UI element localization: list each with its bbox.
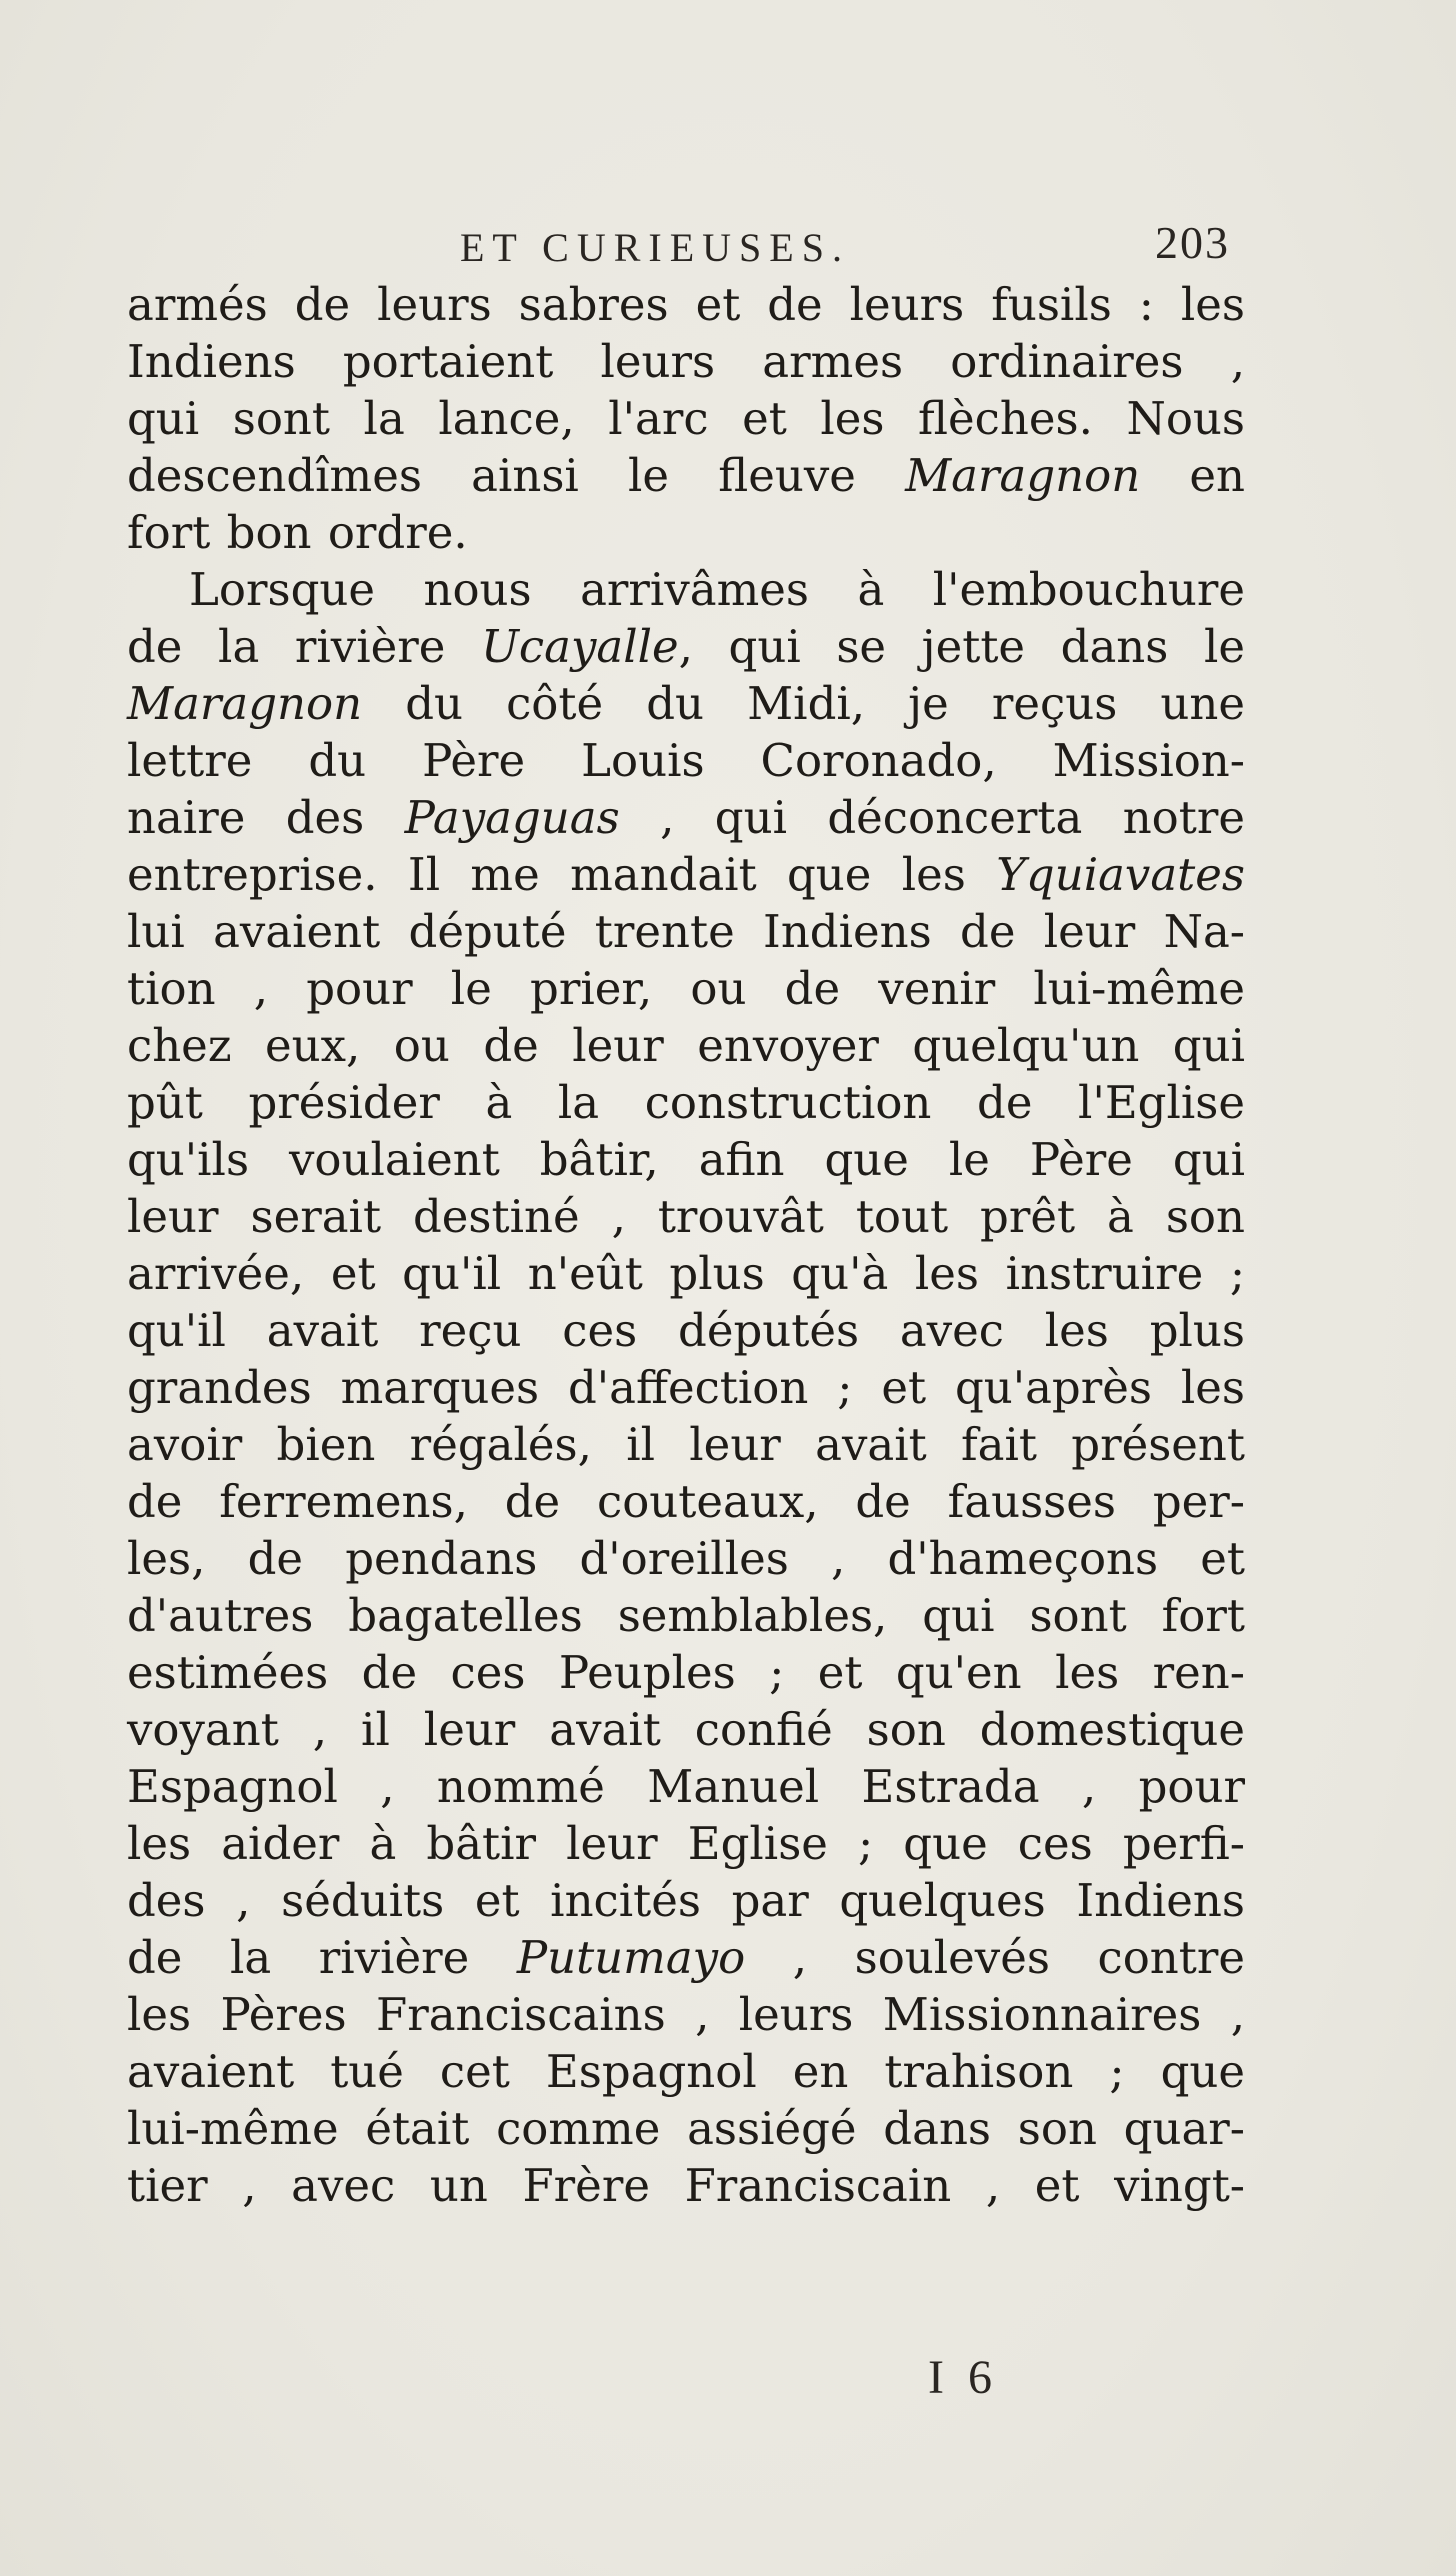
text-line	[127, 1758, 1245, 1815]
line-text: grandes marques d'affection ; et qu'après les	[127, 1361, 1245, 1414]
line-text: qui sont la lance, l'arc et les flèches. Nous	[127, 392, 1245, 445]
line-text: les Pères Franciscains , leurs Missionnaires ,	[127, 1988, 1245, 2041]
italic-name: Ucayalle	[481, 620, 679, 673]
italic-name: Putumayo	[516, 1931, 746, 1984]
line-text: pût présider à la construction de l'Eglise	[127, 1076, 1245, 1129]
line-text: lui avaient député trente Indiens de leur Na-	[127, 905, 1245, 958]
line-text: de la rivière	[127, 620, 481, 673]
text-line	[127, 1587, 1245, 1644]
page-header	[430, 212, 1230, 282]
line-text: armés de leurs sabres et de leurs fusils : les	[127, 278, 1245, 331]
line-text: en	[1140, 449, 1245, 502]
text-line	[127, 1359, 1245, 1416]
page-number: 203	[1155, 217, 1230, 268]
line-text: leur serait destiné , trouvât tout prêt à son	[127, 1190, 1245, 1243]
body-text	[127, 276, 1245, 2214]
line-text: du côté du Midi, je reçus une	[362, 677, 1245, 730]
italic-name: Maragnon	[905, 449, 1141, 502]
text-line	[127, 618, 1245, 675]
text-line	[127, 2157, 1245, 2214]
italic-name: Maragnon	[127, 677, 363, 730]
text-line	[127, 1017, 1245, 1074]
line-text: les aider à bâtir leur Eglise ; que ces perfi-	[127, 1817, 1245, 1870]
line-text: chez eux, ou de leur envoyer quelqu'un qui	[127, 1019, 1245, 1072]
line-text: des , séduits et incités par quelques Indiens	[127, 1874, 1245, 1927]
line-text: de ferremens, de couteaux, de fausses per-	[127, 1475, 1245, 1528]
text-line	[127, 1986, 1245, 2043]
text-line	[127, 960, 1245, 1017]
text-line	[127, 333, 1245, 390]
italic-name: Yquiavates	[996, 848, 1245, 901]
line-text: , soulevés contre	[745, 1931, 1245, 1984]
text-line	[127, 1074, 1245, 1131]
line-text: , qui déconcerta notre	[619, 791, 1245, 844]
text-line	[127, 1929, 1245, 1986]
line-text: lettre du Père Louis Coronado, Mission-	[127, 734, 1245, 787]
text-line	[127, 675, 1245, 732]
text-line	[127, 1131, 1245, 1188]
text-line	[127, 2100, 1245, 2157]
text-line	[127, 1530, 1245, 1587]
text-line	[127, 1701, 1245, 1758]
text-line	[127, 561, 1245, 618]
text-line	[127, 1416, 1245, 1473]
text-line	[127, 504, 1245, 561]
line-text: Lorsque nous arrivâmes à l'embouchure	[189, 563, 1245, 616]
running-head: ET CURIEUSES.	[460, 225, 850, 270]
text-line	[127, 903, 1245, 960]
text-line	[127, 1872, 1245, 1929]
text-line	[127, 1245, 1245, 1302]
line-text: estimées de ces Peuples ; et qu'en les ren-	[127, 1646, 1245, 1699]
text-line	[127, 789, 1245, 846]
line-text: voyant , il leur avait confié son domestique	[127, 1703, 1245, 1756]
line-text: Espagnol , nommé Manuel Estrada , pour	[127, 1760, 1245, 1813]
line-text: de la rivière	[127, 1931, 517, 1984]
line-text: avoir bien régalés, il leur avait fait présent	[127, 1418, 1245, 1471]
text-line	[127, 447, 1245, 504]
line-text: tion , pour le prier, ou de venir lui-même	[127, 962, 1245, 1015]
line-text: , qui se jette dans le	[678, 620, 1246, 673]
text-line	[127, 1188, 1245, 1245]
line-text: avaient tué cet Espagnol en trahison ; que	[127, 2045, 1245, 2098]
text-line	[127, 1815, 1245, 1872]
text-line	[127, 1302, 1245, 1359]
line-text: qu'ils voulaient bâtir, afin que le Père qui	[127, 1133, 1245, 1186]
line-text: naire des	[127, 791, 405, 844]
line-text: tier , avec un Frère Franciscain , et vingt-	[127, 2159, 1245, 2212]
line-text: arrivée, et qu'il n'eût plus qu'à les instruire ;	[127, 1247, 1245, 1300]
line-text: descendîmes ainsi le fleuve	[127, 449, 906, 502]
line-text: d'autres bagatelles semblables, qui sont fort	[127, 1589, 1245, 1642]
italic-name: Payaguas	[404, 791, 620, 844]
line-text: Indiens portaient leurs armes ordinaires ,	[127, 335, 1245, 388]
text-line	[127, 846, 1245, 903]
text-line	[127, 2043, 1245, 2100]
text-line	[127, 276, 1245, 333]
signature-mark: I 6	[928, 2351, 998, 2404]
line-text: fort bon ordre.	[127, 506, 468, 559]
text-line	[127, 732, 1245, 789]
text-line	[127, 390, 1245, 447]
text-line	[127, 1644, 1245, 1701]
text-line	[127, 1473, 1245, 1530]
line-text: lui-même était comme assiégé dans son quar-	[127, 2102, 1245, 2155]
line-text: les, de pendans d'oreilles , d'hameçons et	[127, 1532, 1245, 1585]
line-text: qu'il avait reçu ces députés avec les plus	[127, 1304, 1245, 1357]
line-text: entreprise. Il me mandait que les	[127, 848, 997, 901]
